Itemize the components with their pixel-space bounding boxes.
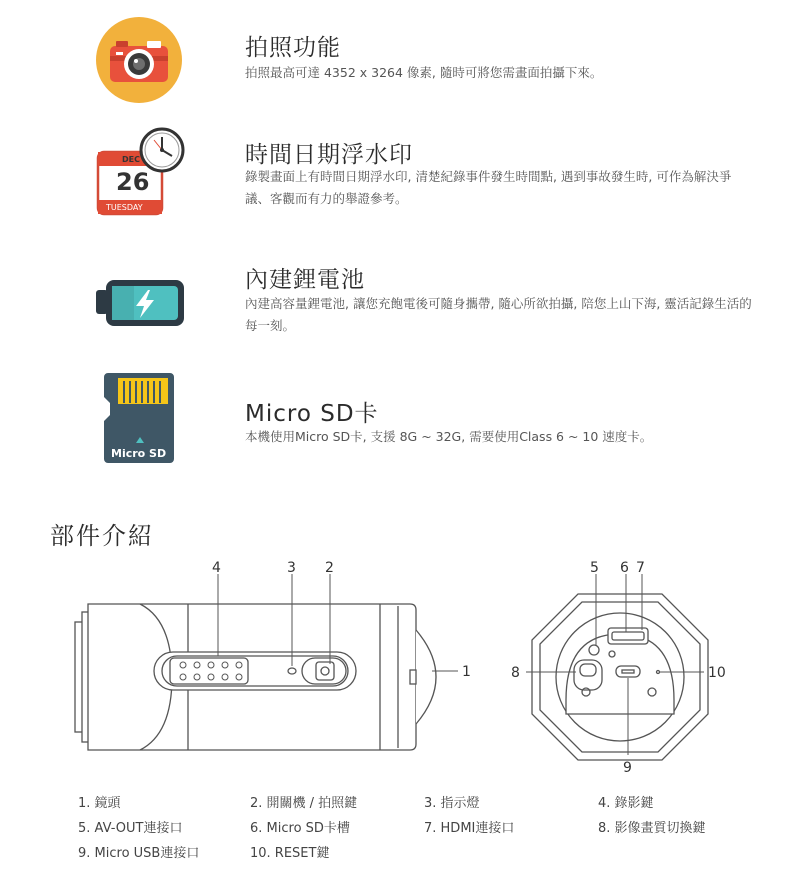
feature-watermark	[0, 126, 800, 226]
camera-rear-view	[532, 594, 708, 760]
feature-description: 本機使用Micro SD卡, 支援 8G ~ 32G, 需要使用Class 6 ~ 10 速度卡。	[245, 429, 653, 444]
calendar-month: DEC	[122, 155, 140, 164]
parts-section-title: 部件介紹	[50, 522, 154, 550]
feature-title: Micro SD卡	[245, 401, 379, 427]
parts-diagram	[0, 550, 800, 780]
legend-item: 7. HDMI連接口	[424, 821, 515, 836]
callout-8: 8	[511, 665, 520, 681]
legend-row	[78, 792, 778, 817]
legend-row	[78, 842, 778, 867]
feature-battery	[0, 260, 800, 360]
legend-item: 1. 鏡頭	[78, 796, 121, 811]
feature-description: 內建高容量鋰電池, 讓您充飽電後可隨身攜帶, 隨心所欲拍攝, 陪您上山下海, 靈活記錄生活的每一刻。	[245, 296, 752, 333]
callout-1: 1	[462, 664, 471, 680]
camera-side-view	[75, 604, 436, 750]
legend-item: 8. 影像畫質切換鍵	[598, 821, 706, 836]
calendar-day: 26	[116, 168, 150, 196]
feature-title: 內建鋰電池	[245, 267, 365, 293]
callout-6: 6	[620, 560, 629, 576]
legend-item: 4. 錄影鍵	[598, 796, 654, 811]
feature-title: 時間日期浮水印	[245, 142, 413, 168]
legend-item: 2. 開關機 / 拍照鍵	[250, 796, 358, 811]
legend-item: 5. AV-OUT連接口	[78, 821, 183, 836]
feature-description: 錄製畫面上有時間日期浮水印, 清楚紀錄事件發生時間點, 遇到事故發生時, 可作為解決爭議、客觀而有力的舉證參考。	[245, 169, 732, 206]
legend-item: 9. Micro USB連接口	[78, 846, 200, 861]
callout-10: 10	[708, 665, 726, 681]
feature-description: 拍照最高可達 4352 x 3264 像素, 隨時可將您需畫面拍攝下來。	[245, 65, 603, 80]
calendar-clock-icon	[94, 126, 184, 216]
card-label: Micro SD	[111, 447, 167, 460]
callout-4: 4	[212, 560, 221, 576]
feature-photo	[0, 15, 800, 115]
legend-row	[78, 817, 778, 842]
parts-legend	[78, 792, 778, 867]
battery-icon	[94, 260, 184, 350]
feature-title: 拍照功能	[245, 35, 341, 61]
legend-item: 10. RESET鍵	[250, 846, 330, 861]
calendar-weekday: TUESDAY	[106, 203, 143, 212]
legend-item: 6. Micro SD卡槽	[250, 821, 350, 836]
callout-2: 2	[325, 560, 334, 576]
callout-5: 5	[590, 560, 599, 576]
callout-9: 9	[623, 760, 632, 776]
feature-microsd	[0, 373, 800, 473]
callout-7: 7	[636, 560, 645, 576]
legend-item: 3. 指示燈	[424, 796, 480, 811]
camera-icon	[94, 15, 184, 105]
microsd-card-icon	[104, 373, 194, 463]
callout-3: 3	[287, 560, 296, 576]
